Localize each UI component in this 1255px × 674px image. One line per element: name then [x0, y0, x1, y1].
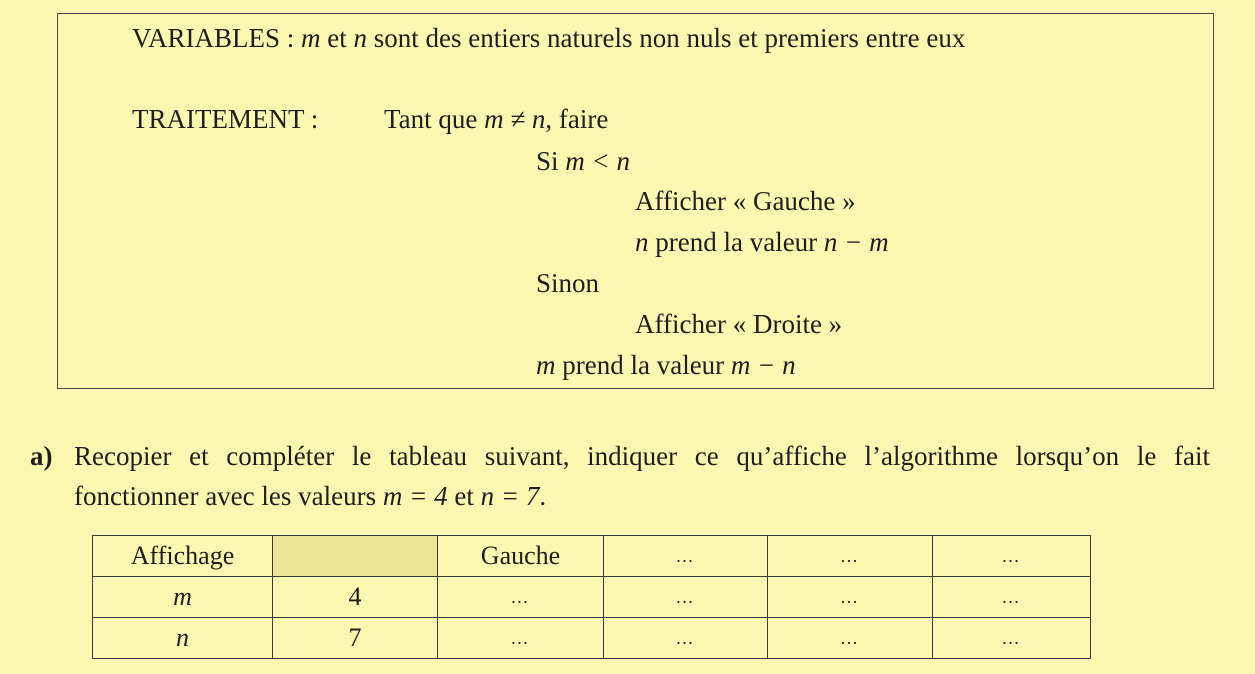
- question-text: [74, 436, 1210, 516]
- value-conj: et: [454, 481, 474, 511]
- table-cell: …: [604, 618, 768, 659]
- assign-n-expr: n − m: [823, 227, 889, 257]
- table-cell: …: [933, 577, 1091, 618]
- row-header: n: [93, 618, 273, 659]
- table-cell: 4: [273, 577, 438, 618]
- while-end: , faire: [545, 104, 609, 134]
- table-cell: …: [604, 577, 768, 618]
- table-row: [93, 577, 1091, 618]
- display-right-line: Afficher « Droite »: [635, 309, 843, 339]
- assign-m-expr: m − n: [730, 350, 796, 380]
- table-cell: [273, 536, 438, 577]
- var-m: m: [301, 23, 321, 53]
- table-cell: …: [604, 536, 768, 577]
- row-header: m: [93, 577, 273, 618]
- var-n: n: [353, 23, 368, 53]
- assign-n-text: prend la valeur: [655, 227, 818, 257]
- variables-label: VARIABLES :: [132, 23, 295, 53]
- value-n: n = 7: [480, 481, 540, 511]
- assign-m-line: [536, 349, 796, 381]
- table-cell: …: [933, 536, 1091, 577]
- assign-m-text: prend la valeur: [562, 350, 725, 380]
- assign-m-var: m: [536, 350, 556, 380]
- if-keyword: Si: [536, 146, 559, 176]
- assign-n-line: [635, 226, 889, 258]
- question-end: .: [539, 481, 547, 511]
- algorithm-box: [57, 13, 1214, 389]
- if-line: [536, 145, 630, 177]
- table-row: [93, 536, 1091, 577]
- assign-n-var: n: [635, 227, 649, 257]
- table-cell: …: [438, 577, 604, 618]
- table-cell: …: [768, 536, 933, 577]
- traitement-label: TRAITEMENT :: [132, 104, 319, 134]
- display-left-line: Afficher « Gauche »: [635, 186, 856, 216]
- question-label: a): [30, 441, 53, 471]
- table-cell: …: [438, 618, 604, 659]
- while-keyword: Tant que: [384, 104, 478, 134]
- while-condition: m ≠ n: [484, 104, 546, 134]
- question-text-line2: fait fonctionner avec les valeurs: [74, 441, 1211, 511]
- var-conj: et: [327, 23, 347, 53]
- table-cell: …: [768, 577, 933, 618]
- table-cell: Gauche: [438, 536, 604, 577]
- question-a: [30, 436, 1210, 516]
- var-desc: sont des entiers naturels non nuls et premiers entre eux: [373, 23, 966, 53]
- while-line: [384, 103, 608, 135]
- table-cell: 7: [273, 618, 438, 659]
- table-row: [93, 618, 1091, 659]
- trace-table: [92, 535, 1091, 659]
- else-keyword: Sinon: [536, 268, 600, 298]
- if-condition: m < n: [565, 146, 630, 176]
- variables-line: [132, 22, 965, 54]
- question-text-line1: Recopier et compléter le tableau suivant, indiquer ce qu’affiche l’algorithme lorsqu’on le: [74, 441, 1157, 471]
- value-m: m = 4: [382, 481, 448, 511]
- row-header: Affichage: [93, 536, 273, 577]
- table-cell: …: [933, 618, 1091, 659]
- table-cell: …: [768, 618, 933, 659]
